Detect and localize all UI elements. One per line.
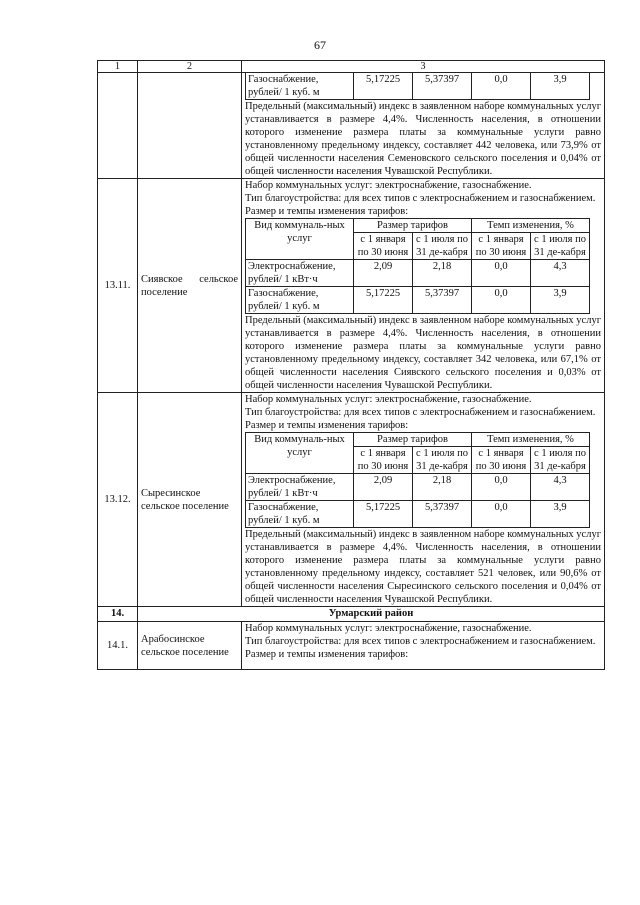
service-name: Газоснабжение, рублей/ 1 куб. м (246, 287, 354, 314)
rate-value: 0,0 (472, 260, 531, 287)
tariff-rate-header: Темп изменения, % (472, 219, 590, 233)
tariff-subtable (245, 218, 590, 314)
rate-value: 0,0 (472, 501, 531, 528)
index-paragraph: Предельный (максимальный) индекс в заявленном наборе коммунальных услуг устанавливается в размере 4,4%. Численность населения, в отношении которого изменение размера платы за коммунальные услуги равно установленному предельному индексу, составляет 521 человек, или 90,6% от общей численности населения Сыресинского сельского поселения и 0,04% от общей численности населения Чувашской Республики. (245, 529, 602, 605)
settlement-name: Сиявское сельское поселение (138, 179, 242, 393)
service-set-text: Набор коммунальных услуг: электроснабжение, газоснабжение. (245, 180, 532, 191)
region-number: 14. (98, 607, 138, 622)
index-paragraph: Предельный (максимальный) индекс в заявленном наборе коммунальных услуг устанавливается в размере 4,4%. Численность населения, в отношении которого изменение размера платы за коммунальные услуги равно установленному предельному индексу, составляет 342 человека, или 67,1% от общей численности населения Сиявского сельского поселения и 0,03% от общей численности населения Чувашской Республики. (245, 315, 602, 391)
region-row (98, 607, 605, 622)
period-header: с 1 января по 30 июня (354, 447, 413, 474)
rate-value: 0,0 (472, 474, 531, 501)
entry-number: 14.1. (98, 622, 138, 670)
tariff-value: 2,18 (413, 260, 472, 287)
tariff-value: 2,18 (413, 474, 472, 501)
tariff-size-caption: Размер и темпы изменения тарифов: (245, 206, 409, 217)
amenity-type-text: Тип благоустройства: для всех типов с электроснабжением и газоснабжением. (245, 193, 596, 204)
index-paragraph: Предельный (максимальный) индекс в заявленном наборе коммунальных услуг устанавливается в размере 4,4%. Численность населения, в отношении которого изменение размера платы за коммунальные услуги равно установленному предельному индексу, составляет 442 человека, или 73,9% от общей численности населения Семеновского сельского поселения и 0,04% от общей численности населения Чувашской Республики. (245, 101, 602, 177)
tariff-table (97, 60, 605, 670)
tariff-value: 5,37397 (413, 287, 472, 314)
table-row (98, 179, 605, 393)
settlement-name: Арабосинское сельское поселение (138, 622, 242, 670)
rate-value: 3,9 (531, 287, 590, 314)
column-header-row (98, 61, 605, 73)
tariff-value: 5,17225 (354, 287, 413, 314)
rate-value: 3,9 (531, 501, 590, 528)
tariff-value: 5,17225 (354, 501, 413, 528)
electricity-row (246, 260, 590, 287)
rate-value: 4,3 (531, 260, 590, 287)
tariff-subtable (245, 432, 590, 528)
tariff-rate-header: Темп изменения, % (472, 433, 590, 447)
period-header: с 1 июля по 31 де-кабря (531, 233, 590, 260)
period-header: с 1 января по 30 июня (472, 233, 531, 260)
entry-number: 13.12. (98, 393, 138, 607)
tariff-value: 5,37397 (413, 501, 472, 528)
tariff-size-caption: Размер и темпы изменения тарифов: (245, 649, 409, 660)
gas-row (246, 287, 590, 314)
tariff-value: 2,09 (354, 474, 413, 501)
rate-value: 3,9 (531, 73, 590, 100)
tariff-size-header: Размер тарифов (354, 433, 472, 447)
gas-row (246, 501, 590, 528)
service-header: Вид коммуналь-ных услуг (246, 433, 354, 474)
period-header: с 1 июля по 31 де-кабря (413, 233, 472, 260)
period-header: с 1 июля по 31 де-кабря (531, 447, 590, 474)
service-set-text: Набор коммунальных услуг: электроснабжение, газоснабжение. (245, 394, 532, 405)
service-name: Электроснабжение, рублей/ 1 кВт·ч (246, 260, 354, 287)
tariff-value: 5,17225 (354, 73, 413, 100)
gas-row (246, 73, 590, 100)
table-row (98, 393, 605, 607)
electricity-row (246, 474, 590, 501)
column-header-3: 3 (242, 61, 605, 73)
column-header-1: 1 (98, 61, 138, 73)
region-name: Урмарский район (138, 607, 605, 622)
period-header: с 1 января по 30 июня (472, 447, 531, 474)
table-row (98, 622, 605, 670)
tariff-value: 2,09 (354, 260, 413, 287)
amenity-type-text: Тип благоустройства: для всех типов с электроснабжением и газоснабжением. (245, 407, 596, 418)
settlement-name: Сыресинское сельское поселение (138, 393, 242, 607)
amenity-type-text: Тип благоустройства: для всех типов с электроснабжением и газоснабжением. (245, 636, 596, 647)
tariff-size-caption: Размер и темпы изменения тарифов: (245, 420, 409, 431)
rate-value: 4,3 (531, 474, 590, 501)
service-name: Газоснабжение, рублей/ 1 куб. м (246, 73, 354, 100)
page-number: 67 (314, 38, 326, 52)
table-row-continued (98, 73, 605, 179)
period-header: с 1 июля по 31 де-кабря (413, 447, 472, 474)
rate-value: 0,0 (472, 73, 531, 100)
service-header: Вид коммуналь-ных услуг (246, 219, 354, 260)
rate-value: 0,0 (472, 287, 531, 314)
tariff-size-header: Размер тарифов (354, 219, 472, 233)
tariff-value: 5,37397 (413, 73, 472, 100)
service-name: Электроснабжение, рублей/ 1 кВт·ч (246, 474, 354, 501)
tariff-subtable (245, 73, 590, 100)
entry-number: 13.11. (98, 179, 138, 393)
period-header: с 1 января по 30 июня (354, 233, 413, 260)
column-header-2: 2 (138, 61, 242, 73)
service-set-text: Набор коммунальных услуг: электроснабжение, газоснабжение. (245, 623, 532, 634)
service-name: Газоснабжение, рублей/ 1 куб. м (246, 501, 354, 528)
